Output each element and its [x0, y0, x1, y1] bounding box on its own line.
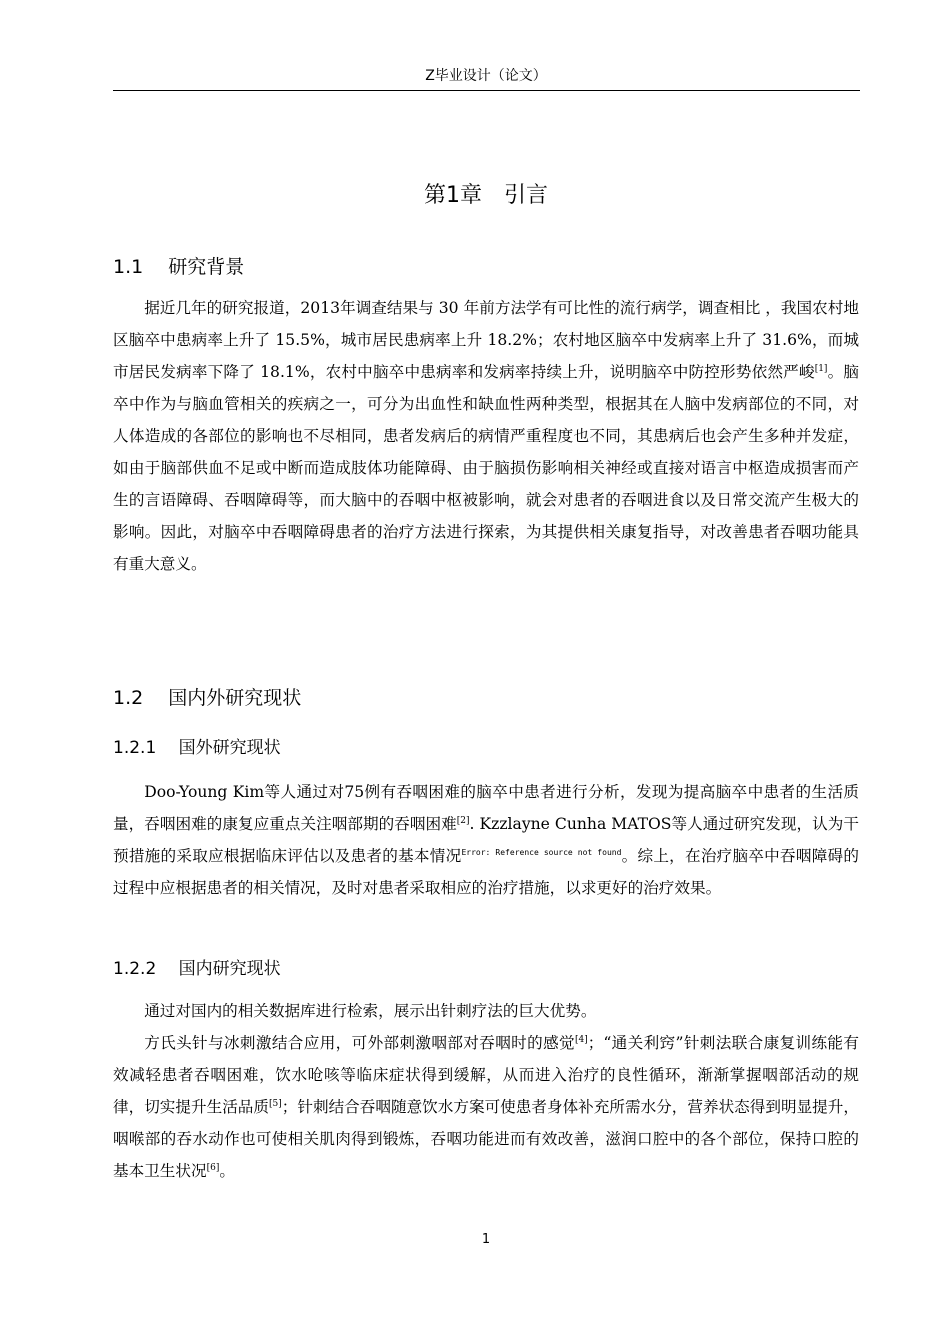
paragraph-text: Doo-Young Kim等人通过对75例有吞咽困难的脑卒中患者进行分析，发现为提高脑卒中患者的生活质量，吞咽困难的康复应重点关注咽部期的吞咽困难 [113, 783, 859, 833]
section-title: 国内研究现状 [178, 959, 281, 979]
section-number: 1.2 [113, 687, 144, 709]
paragraph-domestic-research [113, 1027, 859, 1187]
paragraph-domestic-intro: 通过对国内的相关数据库进行检索，展示出针刺疗法的巨大优势。 [144, 1002, 597, 1020]
paragraph-text: 方氏头针与冰刺激结合应用，可外部刺激咽部对吞咽时的感觉 [144, 1034, 575, 1052]
section-title: 研究背景 [168, 256, 245, 278]
section-heading-1-2-1 [113, 736, 281, 760]
paragraph-text: 。脑卒中作为与脑血管相关的疾病之一，可分为出血性和缺血性两种类型，根据其在人脑中发病部位的不同，对人体造成的各部位的影响也不尽相同，患者发病后的病情严重程度也不同，其患病后也会产生多种并发症，如由于脑部供血不足或中断而造成肢体功能障碍、由于脑损伤影响相关神经或直接对语言中枢造成损害而产生的言语障碍、吞咽障碍等，而大脑中的吞咽中枢被影响，就会对患者的吞咽进食以及日常交流产生极大的影响。因此，对脑卒中吞咽障碍患者的治疗方法进行探索，为其提供相关康复指导，对改善患者吞咽功能具有重大意义。 [113, 363, 859, 573]
paragraph-text: . Kzzlayne Cunha MATOS等人通过研究发现，认为干预措施的采取应根据临床评估以及患者的基本情况 [113, 815, 859, 865]
paragraph-text: 据近几年的研究报道，2013年调查结果与 30 年前方法学有可比性的流行病学，调查相比 ，我国农村地区脑卒中患病率上升了 15.5%，城市居民患病率上升 18.2%；农村地区脑卒中发病率上升了 31.6%，而城市居民发病率下降了 18.1%，农村中脑卒中患病率和发病率持续上升，说明脑卒中防控形势依然严峻 [113, 299, 859, 381]
citation-2[interactable]: [2] [456, 815, 470, 826]
paragraph-text: 。综上，在治疗脑卒中吞咽障碍的过程中应根据患者的相关情况，及时对患者采取相应的治疗措施，以求更好的治疗效果。 [113, 847, 859, 897]
paragraph-text: ；针刺结合吞咽随意饮水方案可使患者身体补充所需水分，营养状态得到明显提升，咽喉部的吞水动作也可使相关肌肉得到锻炼，吞咽功能进而有效改善，滋润口腔中的各个部位，保持口腔的基本卫生状况 [113, 1098, 859, 1180]
reference-error-note: Error: Reference source not found [461, 847, 622, 857]
paragraph-foreign-research [113, 776, 859, 904]
citation-1[interactable]: [1] [814, 363, 828, 374]
header-rule [113, 90, 860, 91]
paragraph-background [113, 292, 859, 580]
citation-5[interactable]: [5] [269, 1098, 282, 1109]
paragraph-text: 。 [219, 1162, 235, 1180]
section-heading-1-2-2 [113, 957, 281, 981]
citation-4[interactable]: [4] [575, 1034, 588, 1045]
citation-6[interactable]: [6] [206, 1162, 220, 1173]
section-title: 国内外研究现状 [168, 687, 302, 709]
section-title: 国外研究现状 [178, 738, 281, 758]
section-heading-1-1 [113, 254, 244, 280]
section-heading-1-2 [113, 685, 301, 711]
section-number: 1.2.1 [113, 738, 157, 758]
chapter-title: 第1章 引言 [424, 183, 548, 208]
page-header-title: Z毕业设计（论文） [425, 68, 547, 84]
section-number: 1.2.2 [113, 959, 157, 979]
section-number: 1.1 [113, 256, 144, 278]
page-number: 1 [481, 1232, 491, 1247]
paragraph-text: ；“通关利窍”针刺法联合康复训练能有效减轻患者吞咽困难，饮水呛咳等临床症状得到缓解，从而进入治疗的良性循环，渐渐掌握咽部活动的规律，切实提升生活品质 [113, 1034, 859, 1116]
